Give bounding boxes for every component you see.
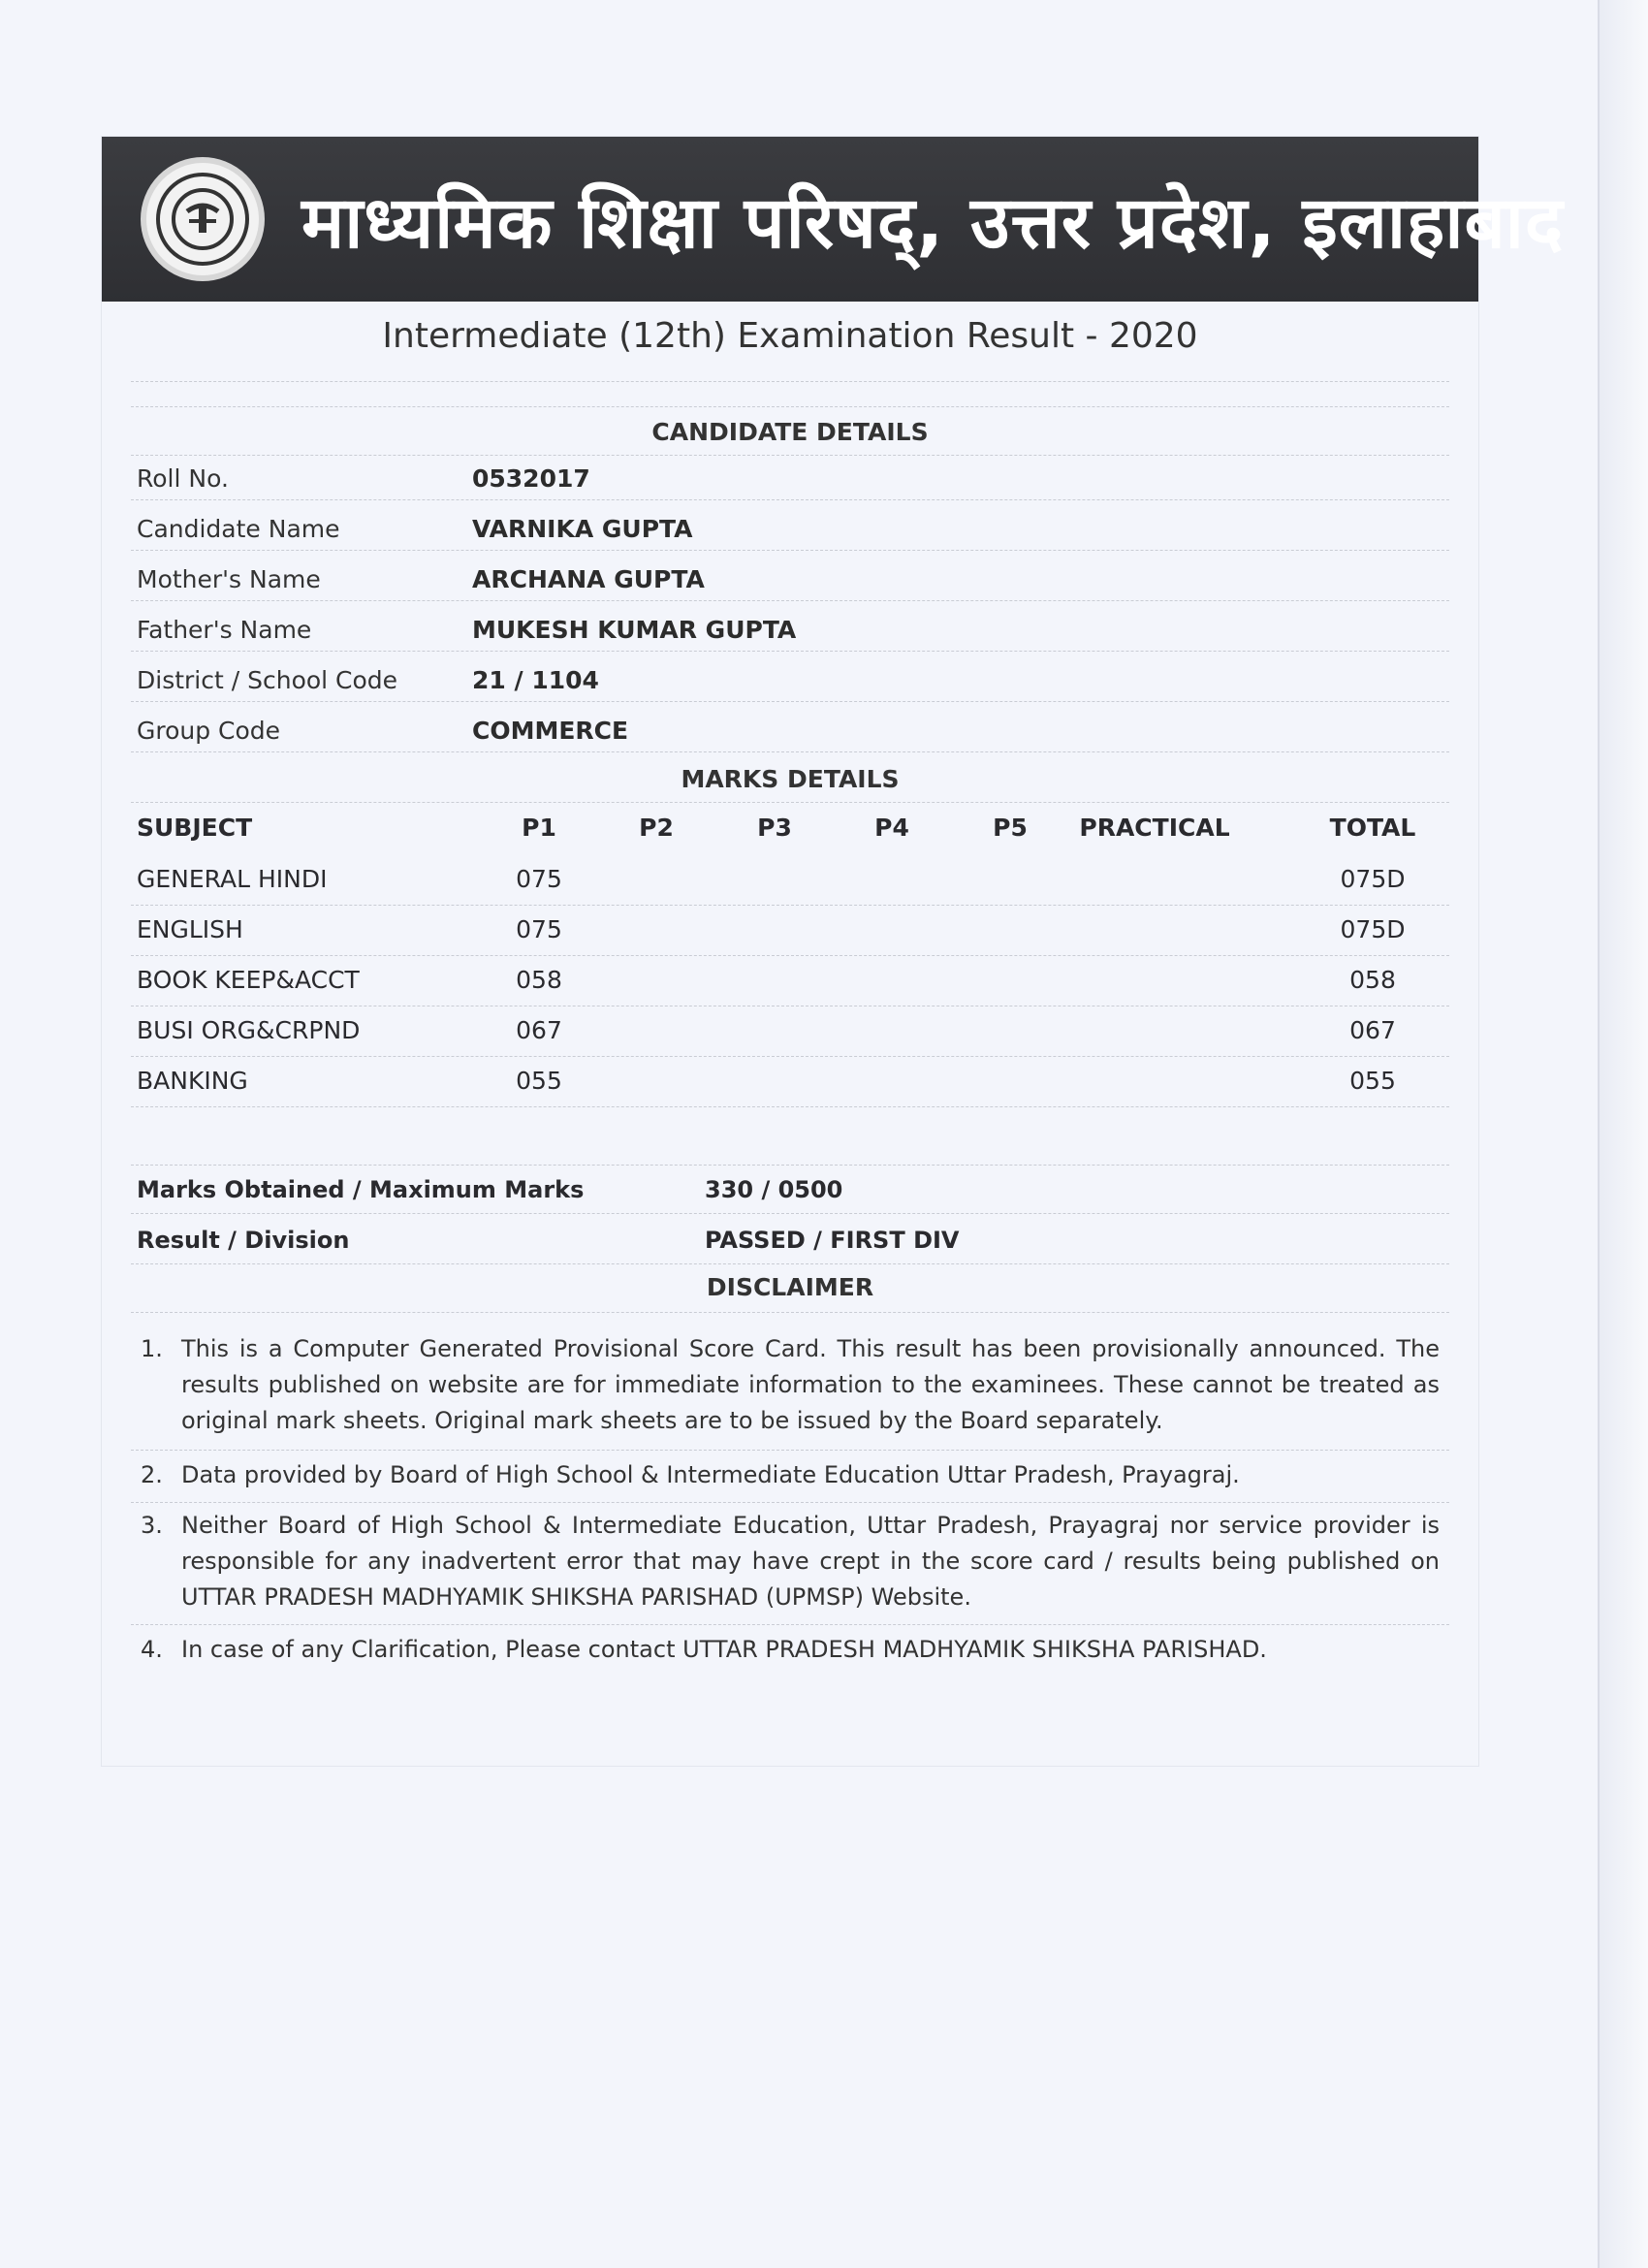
divider (131, 600, 1449, 601)
field-roll-no (137, 459, 1455, 497)
column-header: P4 (874, 814, 909, 842)
item-number: 2. (141, 1461, 163, 1488)
field-label: Roll No. (137, 464, 229, 493)
item-text: In case of any Clarification, Please contact UTTAR PRADESH MADHYAMIK SHIKSHA PARISHAD. (181, 1636, 1267, 1663)
divider (131, 1056, 1449, 1057)
divider (131, 1312, 1449, 1313)
list-item (141, 1331, 1440, 1439)
item-text: Neither Board of High School & Intermediate Education, Uttar Pradesh, Prayagraj nor service provider is responsible for any inadvertent error that may have crept in the score card / results being published on UTTAR PRADESH MADHYAMIK SHIKSHA PARISHAD (UPMSP) Website. (181, 1512, 1440, 1611)
p1-cell: 067 (516, 1016, 562, 1044)
divider (131, 550, 1449, 551)
field-father-name (137, 610, 1455, 649)
field-label: Group Code (137, 717, 281, 745)
subject-cell: BANKING (137, 1067, 248, 1095)
column-header: SUBJECT (137, 814, 253, 842)
column-header: P3 (757, 814, 792, 842)
field-group-code (137, 711, 1455, 750)
divider (131, 802, 1449, 803)
list-item (141, 1632, 1440, 1668)
total-cell: 055 (1349, 1067, 1396, 1095)
field-label: District / School Code (137, 666, 398, 694)
divider (131, 905, 1449, 906)
subject-cell: BUSI ORG&CRPND (137, 1016, 361, 1044)
divider (131, 651, 1449, 652)
subject-cell: GENERAL HINDI (137, 865, 328, 893)
list-item (141, 1457, 1440, 1493)
marks-obtained-value: 330 / 0500 (705, 1176, 843, 1203)
board-banner (102, 137, 1565, 302)
divider (131, 955, 1449, 956)
divider (131, 1450, 1449, 1451)
marks-header-row (137, 808, 1455, 847)
subject-cell: BOOK KEEP&ACCT (137, 966, 360, 994)
divider (131, 1502, 1449, 1503)
candidate-details-heading: CANDIDATE DETAILS (651, 418, 929, 446)
divider (131, 1165, 1449, 1166)
field-value: VARNIKA GUPTA (472, 515, 693, 543)
total-cell: 075D (1340, 915, 1406, 943)
item-number: 1. (141, 1335, 163, 1362)
result-division-row (137, 1221, 1455, 1260)
p1-cell: 075 (516, 915, 562, 943)
marks-summary-row (137, 1170, 1455, 1209)
divider (131, 499, 1449, 500)
field-value: COMMERCE (472, 717, 629, 745)
divider (131, 406, 1449, 407)
marks-obtained-label: Marks Obtained / Maximum Marks (137, 1176, 585, 1203)
field-candidate-name (137, 509, 1455, 548)
column-header: P5 (993, 814, 1028, 842)
list-item (141, 1508, 1440, 1615)
column-header: TOTAL (1329, 814, 1416, 842)
total-cell: 067 (1349, 1016, 1396, 1044)
field-value: ARCHANA GUPTA (472, 565, 705, 593)
field-label: Mother's Name (137, 565, 321, 593)
column-header: P1 (522, 814, 556, 842)
p1-cell: 055 (516, 1067, 562, 1095)
field-label: Candidate Name (137, 515, 340, 543)
divider (131, 701, 1449, 702)
divider (131, 1106, 1449, 1107)
paper-edge (1598, 0, 1648, 2268)
result-division-label: Result / Division (137, 1227, 350, 1254)
divider (131, 1263, 1449, 1264)
divider (131, 1213, 1449, 1214)
field-value: MUKESH KUMAR GUPTA (472, 616, 797, 644)
divider (131, 751, 1449, 752)
result-sheet (101, 136, 1565, 1767)
table-row (137, 960, 1455, 999)
table-row (137, 859, 1455, 898)
divider (131, 455, 1449, 456)
divider (131, 381, 1449, 382)
field-value: 21 / 1104 (472, 666, 599, 694)
table-row (137, 910, 1455, 948)
exam-title: Intermediate (12th) Examination Result - 2020 (382, 316, 1198, 356)
subject-cell: ENGLISH (137, 915, 243, 943)
field-mother-name (137, 559, 1455, 598)
field-label: Father's Name (137, 616, 312, 644)
item-number: 4. (141, 1636, 163, 1663)
item-text: Data provided by Board of High School & Intermediate Education Uttar Pradesh, Prayagraj. (181, 1461, 1240, 1488)
total-cell: 058 (1349, 966, 1396, 994)
item-number: 3. (141, 1512, 163, 1539)
upmsp-emblem-icon (141, 157, 265, 281)
column-header: P2 (639, 814, 674, 842)
p1-cell: 058 (516, 966, 562, 994)
field-value: 0532017 (472, 464, 590, 493)
divider (131, 1624, 1449, 1625)
result-division-value: PASSED / FIRST DIV (705, 1227, 960, 1254)
column-header: PRACTICAL (1079, 814, 1230, 842)
item-text: This is a Computer Generated Provisional Score Card. This result has been provisionally announced. The results published on website are for immediate information to the examinees. These cannot be treated as original mark sheets. Original mark sheets are to be issued by the Board separately. (181, 1335, 1440, 1434)
field-district-school-code (137, 660, 1455, 699)
p1-cell: 075 (516, 865, 562, 893)
board-name-hindi: माध्यमिक शिक्षा परिषद्, उत्तर प्रदेश, इलाहाबाद (301, 180, 1565, 265)
disclaimer-heading: DISCLAIMER (706, 1273, 874, 1301)
table-row (137, 1061, 1455, 1100)
marks-details-heading: MARKS DETAILS (681, 765, 900, 793)
total-cell: 075D (1340, 865, 1406, 893)
table-row (137, 1010, 1455, 1049)
